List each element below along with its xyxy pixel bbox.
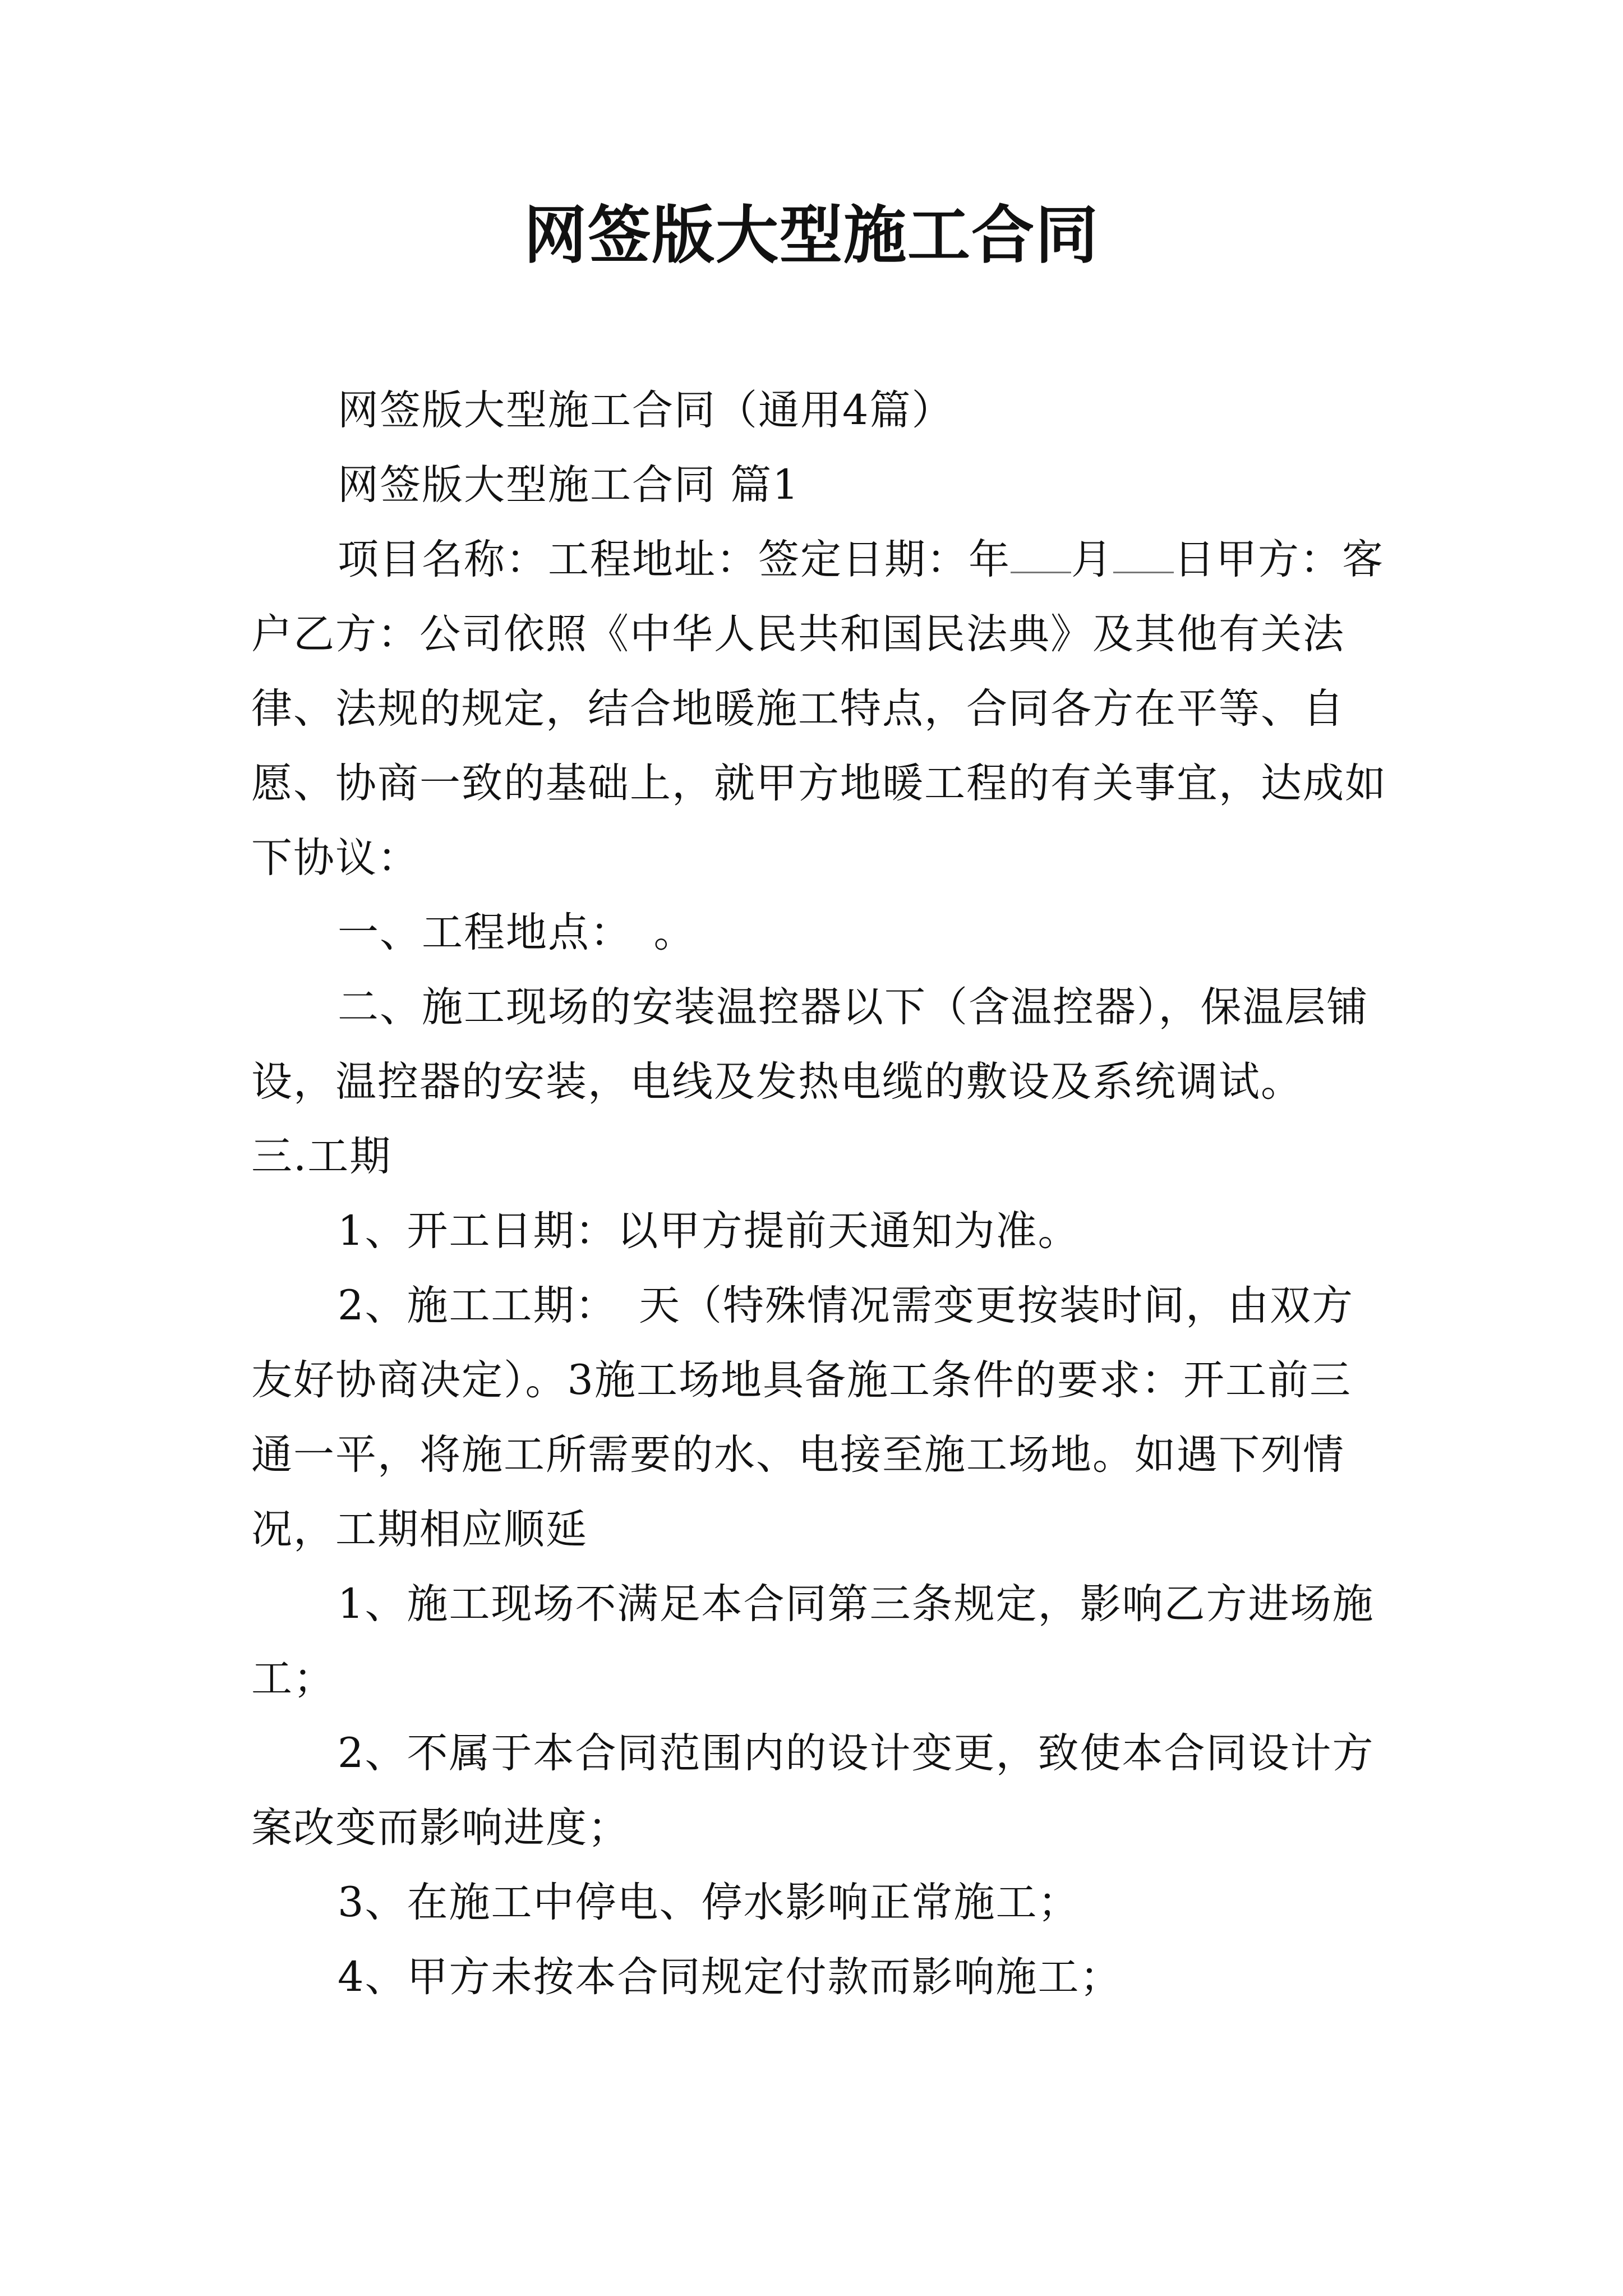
contract-clause: 4、甲方未按本合同规定付款而影响施工； bbox=[338, 1953, 1122, 2001]
contract-clause: 1、开工日期：以甲方提前天通知为准。 bbox=[338, 1207, 1080, 1255]
document-subtitle: 网签版大型施工合同（通用4篇） bbox=[338, 386, 954, 434]
contract-clause: 2、不属于本合同范围内的设计变更，致使本合同设计方案改变而影响进度； bbox=[251, 1729, 1375, 1852]
contract-clause: 1、施工现场不满足本合同第三条规定，影响乙方进场施工； bbox=[251, 1580, 1375, 1703]
day-blank-line bbox=[1113, 533, 1174, 573]
project-line-suffix: 日甲方：客户乙方：公司依照《中华人民共和国民法典》及其他有关法律、法规的规定，结合地暖施工特点，合同各方在平等、自愿、协商一致的基础上，就甲方地暖工程的有关事宜，达成如下协议： bbox=[251, 536, 1387, 882]
project-information-paragraph bbox=[251, 522, 1390, 895]
document-body bbox=[251, 373, 1390, 2014]
contract-clause: 二、施工现场的安装温控器以下（含温控器），保温层铺设，温控器的安装，电线及发热电缆的敷设及系统调试。 bbox=[251, 983, 1369, 1106]
contract-clause: 一、工程地点： 。 bbox=[338, 909, 696, 956]
project-line-prefix: 项目名称：工程地址：签定日期：年 bbox=[338, 536, 1011, 583]
project-line-month: 月 bbox=[1071, 536, 1113, 583]
month-blank-line bbox=[1011, 533, 1071, 573]
document-title: 网签版大型施工合同 bbox=[524, 199, 1099, 272]
section-heading: 网签版大型施工合同 篇1 bbox=[338, 461, 800, 509]
contract-clause: 3、在施工中停电、停水影响正常施工； bbox=[338, 1879, 1080, 1926]
contract-clause: 2、施工工期： 天（特殊情况需变更按装时间，由双方友好协商决定）。3施工场地具备施工条件的要求：开工前三通一平，将施工所需要的水、电接至施工场地。如遇下列情况，工期相应顺延 bbox=[251, 1282, 1354, 1553]
contract-clause: 三.工期 bbox=[251, 1133, 392, 1180]
